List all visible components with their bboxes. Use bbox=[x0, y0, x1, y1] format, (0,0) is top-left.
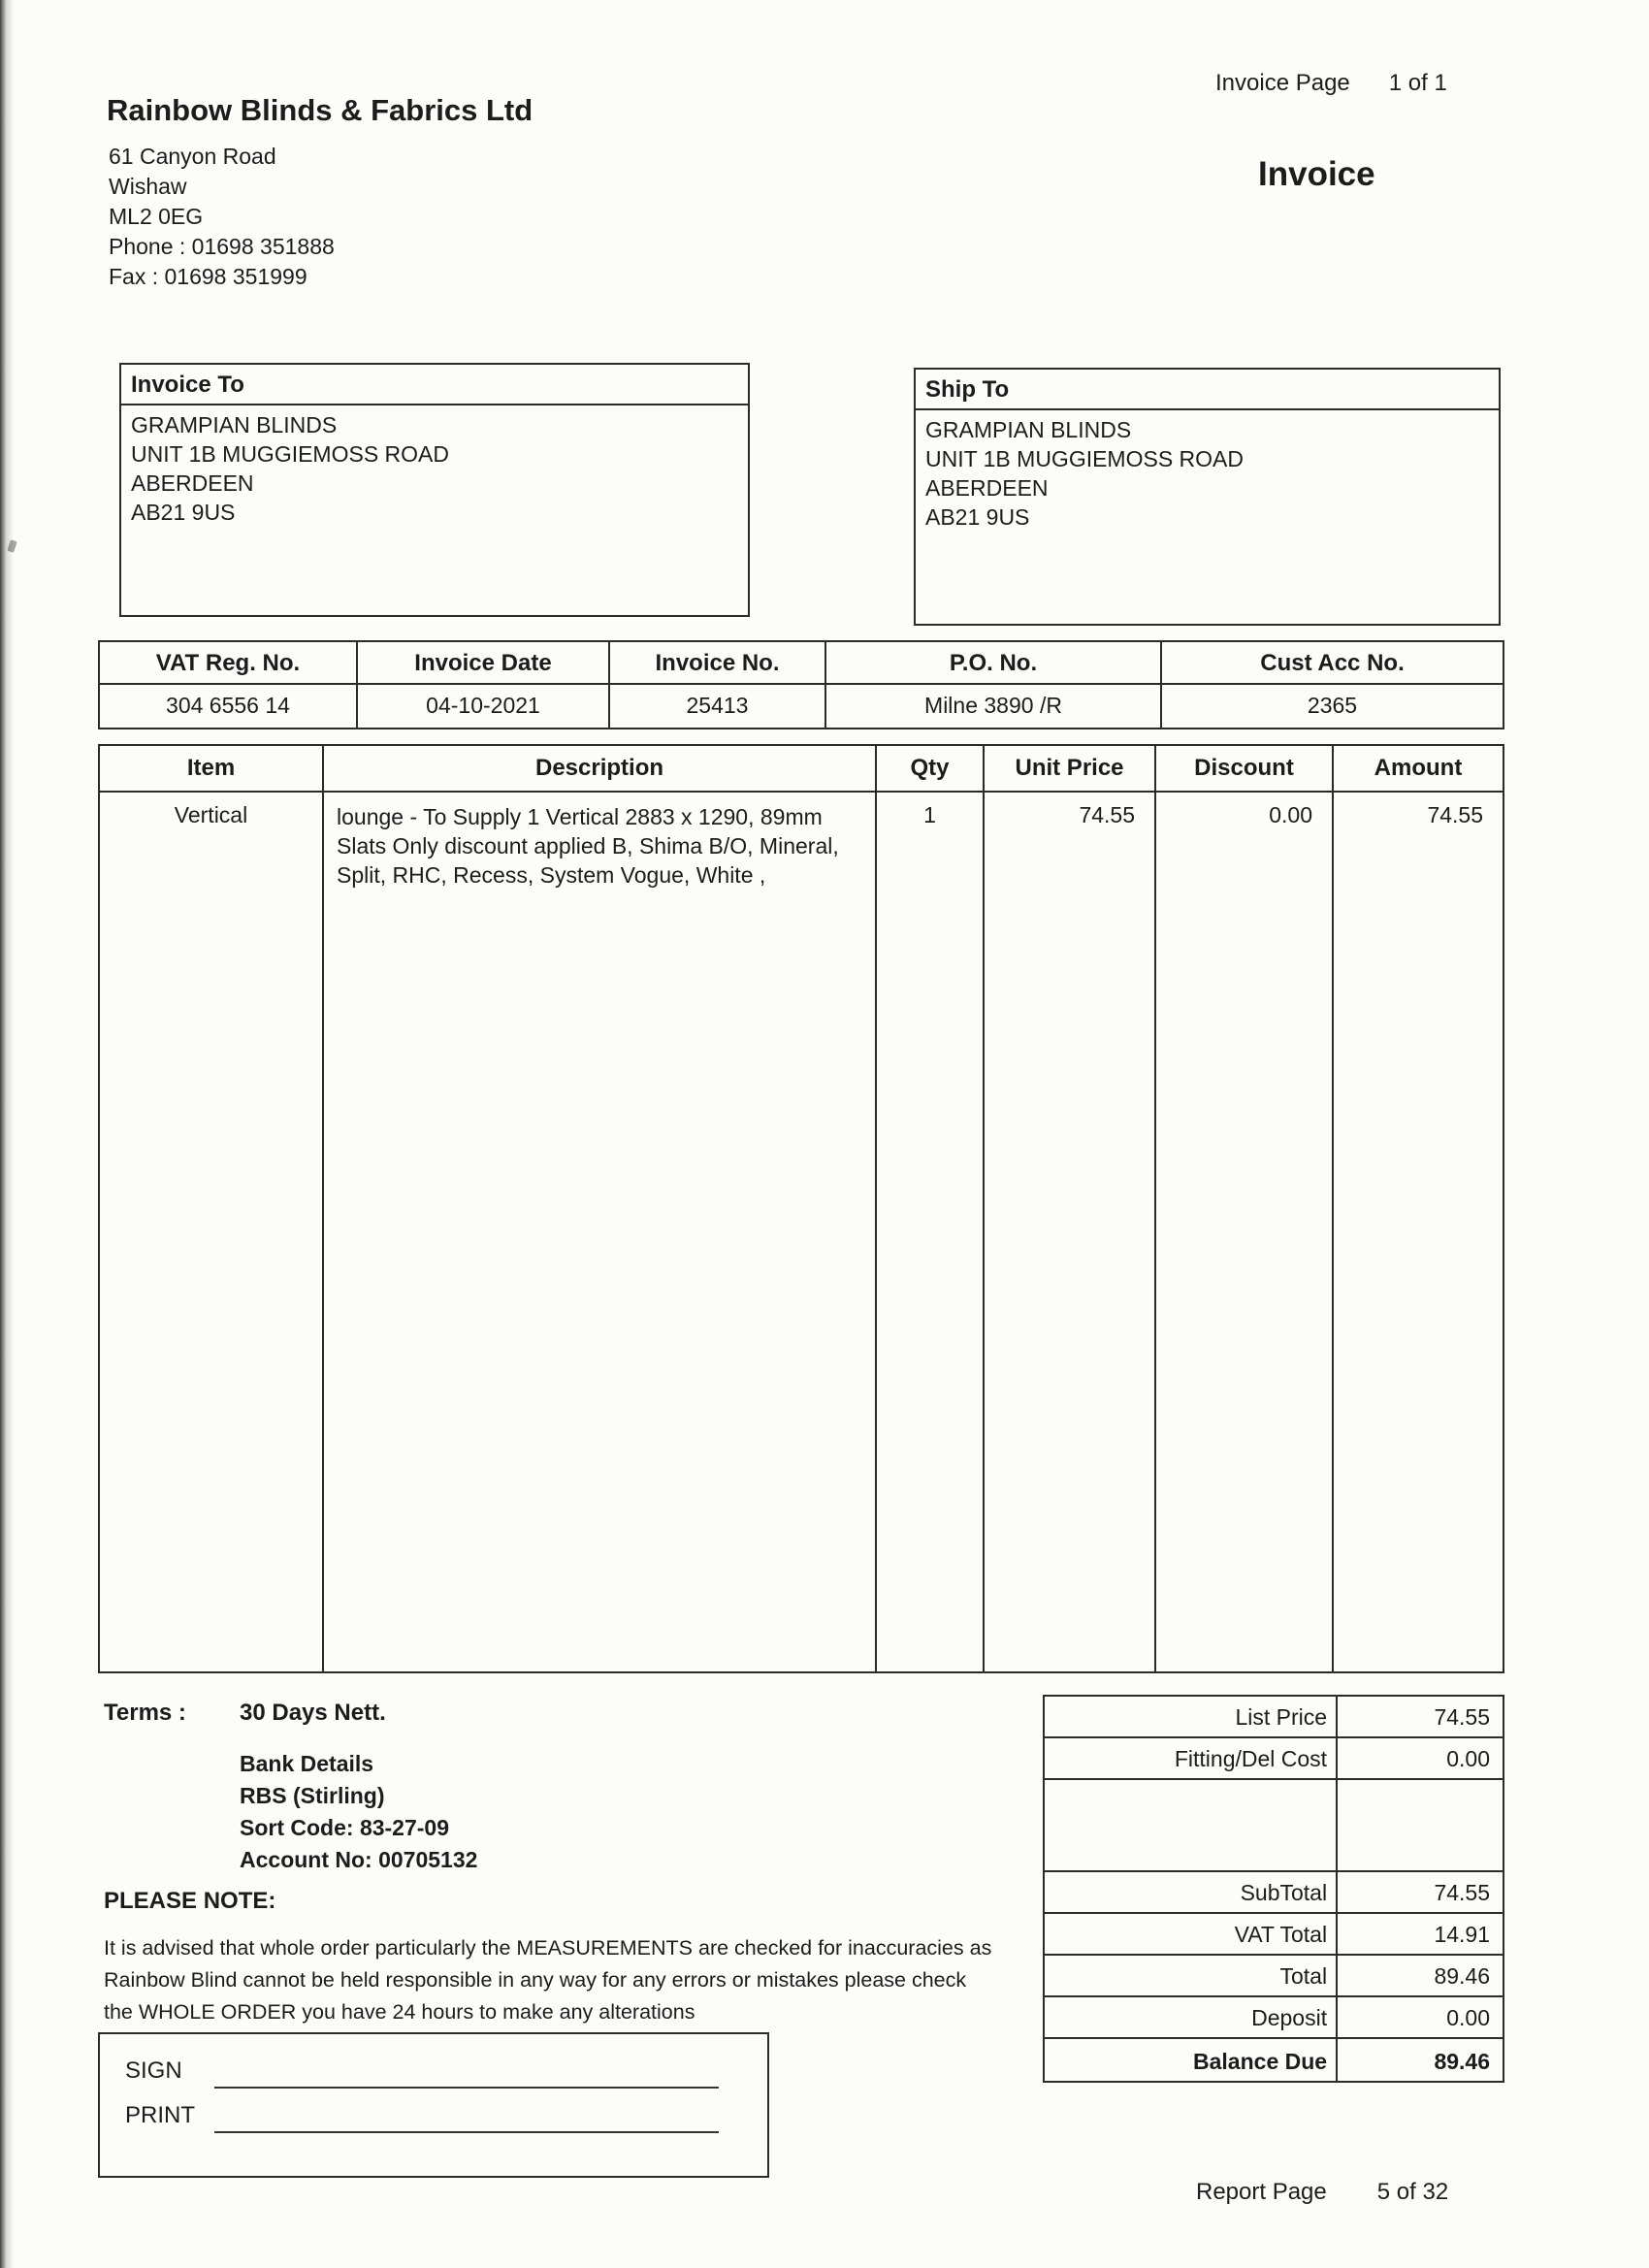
totals-label-vat-total: VAT Total bbox=[1045, 1914, 1338, 1954]
sign-label: SIGN bbox=[125, 2057, 182, 2084]
scan-edge-artifact bbox=[0, 0, 14, 2268]
signature-box bbox=[98, 2032, 769, 2178]
company-name: Rainbow Blinds & Fabrics Ltd bbox=[107, 93, 534, 127]
info-value-cust-acc: 2365 bbox=[1307, 693, 1358, 718]
info-header-po-no: P.O. No. bbox=[826, 642, 1162, 685]
info-header-date: Invoice Date bbox=[358, 642, 610, 685]
totals-row-fitting-del-cost bbox=[1045, 1738, 1503, 1780]
items-header-amount: Amount bbox=[1334, 746, 1503, 793]
invoice-to-address bbox=[121, 405, 748, 532]
invoice-page-value: 1 of 1 bbox=[1388, 70, 1447, 96]
line-items-table bbox=[98, 744, 1504, 1673]
invoice-to-line: AB21 9US bbox=[131, 500, 236, 525]
ship-to-line: GRAMPIAN BLINDS bbox=[925, 417, 1132, 442]
totals-value-fitting-del-cost: 0.00 bbox=[1446, 1746, 1490, 1771]
invoice-to-line: UNIT 1B MUGGIEMOSS ROAD bbox=[131, 441, 450, 467]
company-address-line: Wishaw bbox=[109, 174, 187, 199]
invoice-to-line: GRAMPIAN BLINDS bbox=[131, 412, 338, 437]
item-cell-unit-price: 74.55 bbox=[985, 793, 1156, 1671]
totals-label-fitting-del-cost: Fitting/Del Cost bbox=[1045, 1738, 1338, 1778]
invoice-to-title: Invoice To bbox=[121, 365, 748, 405]
totals-value-balance-due: 89.46 bbox=[1434, 2049, 1490, 2074]
company-phone: Phone : 01698 351888 bbox=[109, 234, 335, 259]
item-cell-discount: 0.00 bbox=[1156, 793, 1334, 1671]
sign-signature-line bbox=[214, 2087, 719, 2089]
invoice-title: Invoice bbox=[1258, 155, 1375, 193]
bank-sort-code: Sort Code: 83-27-09 bbox=[240, 1815, 450, 1840]
info-value-vat: 304 6556 14 bbox=[100, 685, 358, 728]
ship-to-line: UNIT 1B MUGGIEMOSS ROAD bbox=[925, 446, 1245, 471]
info-value-po-no: Milne 3890 /R bbox=[826, 685, 1162, 728]
totals-spacer bbox=[1045, 1780, 1503, 1872]
please-note-title: PLEASE NOTE: bbox=[104, 1888, 276, 1914]
totals-row-deposit bbox=[1045, 1997, 1503, 2039]
report-page-label: Report Page bbox=[1196, 2179, 1327, 2205]
bank-name: RBS (Stirling) bbox=[240, 1783, 385, 1808]
item-cell-description: lounge - To Supply 1 Vertical 2883 x 1290, 89mm Slats Only discount applied B, Shima B/O, Mineral, Split, RHC, Recess, System Vogue, White , bbox=[324, 793, 877, 1671]
totals-box bbox=[1043, 1695, 1504, 2083]
totals-label-list-price: List Price bbox=[1045, 1697, 1338, 1736]
ship-to-box bbox=[914, 368, 1501, 626]
info-header-invoice-no: Invoice No. bbox=[610, 642, 826, 685]
scan-mark-artifact bbox=[7, 539, 16, 553]
print-label: PRINT bbox=[125, 2102, 195, 2128]
report-page-indicator bbox=[1196, 2179, 1448, 2206]
company-fax: Fax : 01698 351999 bbox=[109, 264, 307, 289]
invoice-page-label: Invoice Page bbox=[1215, 70, 1350, 96]
totals-row-balance-due bbox=[1045, 2039, 1503, 2081]
ship-to-line: AB21 9US bbox=[925, 504, 1030, 530]
totals-value-total: 89.46 bbox=[1434, 1963, 1490, 1989]
items-header-discount: Discount bbox=[1156, 746, 1334, 793]
info-header-vat: VAT Reg. No. bbox=[100, 642, 358, 685]
bank-details-title: Bank Details bbox=[240, 1751, 374, 1776]
terms-value: 30 Days Nett. bbox=[240, 1700, 386, 1726]
items-header-item: Item bbox=[100, 746, 324, 793]
totals-value-list-price: 74.55 bbox=[1434, 1704, 1490, 1730]
company-address bbox=[109, 142, 335, 292]
totals-row-subtotal bbox=[1045, 1872, 1503, 1914]
totals-row-total bbox=[1045, 1956, 1503, 1997]
terms-label: Terms : bbox=[104, 1700, 186, 1726]
please-note-body: It is advised that whole order particularly the MEASUREMENTS are checked for inaccuracies as Rainbow Blind cannot be held responsible in any way for any errors or mistakes please check the WHOLE ORDER you have 24 hours to make any alterations bbox=[104, 1936, 992, 2024]
info-value-invoice-no: 25413 bbox=[610, 685, 826, 728]
report-page-value: 5 of 32 bbox=[1376, 2179, 1449, 2205]
info-value-date: 04-10-2021 bbox=[358, 685, 610, 728]
print-signature-line bbox=[214, 2131, 719, 2133]
bank-details bbox=[240, 1748, 477, 1876]
ship-to-title: Ship To bbox=[916, 370, 1499, 410]
ship-to-address bbox=[916, 410, 1499, 536]
totals-label-deposit: Deposit bbox=[1045, 1997, 1338, 2037]
company-address-line: 61 Canyon Road bbox=[109, 144, 276, 169]
company-address-line: ML2 0EG bbox=[109, 204, 204, 229]
totals-row-list-price bbox=[1045, 1697, 1503, 1738]
totals-value-deposit: 0.00 bbox=[1446, 2005, 1490, 2030]
info-header-cust-acc: Cust Acc No. bbox=[1162, 642, 1503, 685]
invoice-to-line: ABERDEEN bbox=[131, 470, 254, 496]
totals-row-vat-total bbox=[1045, 1914, 1503, 1956]
ship-to-line: ABERDEEN bbox=[925, 475, 1049, 501]
bank-account-no: Account No: 00705132 bbox=[240, 1847, 478, 1872]
item-cell-amount: 74.55 bbox=[1427, 802, 1483, 827]
totals-value-vat-total: 14.91 bbox=[1434, 1922, 1490, 1947]
totals-label-subtotal: SubTotal bbox=[1045, 1872, 1338, 1912]
totals-label-total: Total bbox=[1045, 1956, 1338, 1995]
item-cell-qty: 1 bbox=[877, 793, 985, 1671]
invoice-page-indicator bbox=[1215, 70, 1447, 97]
item-cell-item: Vertical bbox=[100, 793, 324, 1671]
items-header-qty: Qty bbox=[877, 746, 985, 793]
invoice-info-table bbox=[98, 640, 1504, 729]
totals-value-subtotal: 74.55 bbox=[1434, 1880, 1490, 1905]
invoice-to-box bbox=[119, 363, 750, 617]
items-header-unit-price: Unit Price bbox=[985, 746, 1156, 793]
items-header-description: Description bbox=[324, 746, 877, 793]
totals-label-balance-due: Balance Due bbox=[1045, 2039, 1338, 2081]
